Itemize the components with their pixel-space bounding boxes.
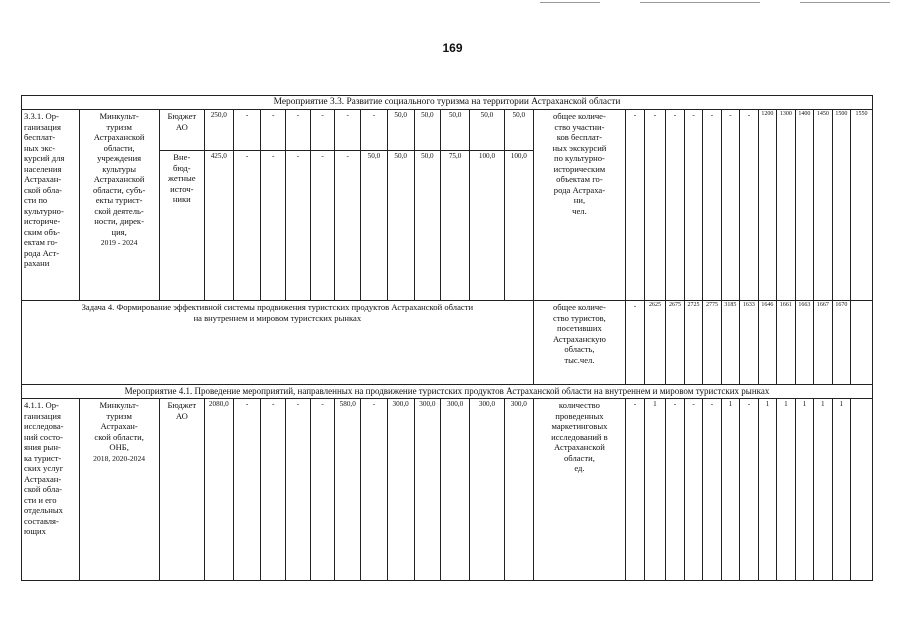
value-cell: 75,0	[441, 151, 470, 301]
value-cell: 300,0	[387, 399, 414, 581]
activity-3-3-1: 3.3.1. Ор- ганизация бесплат- ных экс- курсий для населения Астрахан- ской обла- сти по культурно- историче- ским объ- ектам го- рода Аст- рахани	[22, 110, 80, 301]
value-cell: -	[361, 399, 388, 581]
indicator-value: 1400	[795, 110, 813, 301]
section-header-row	[22, 96, 873, 110]
value-cell: -	[233, 110, 261, 151]
value-cell: -	[233, 151, 261, 301]
top-edge-line	[800, 2, 890, 3]
value-cell: -	[335, 151, 361, 301]
value-cell: -	[310, 151, 335, 301]
value-cell: -	[335, 110, 361, 151]
indicator-value: -	[626, 301, 644, 385]
program-table	[21, 95, 873, 581]
value-cell: 50,0	[504, 110, 533, 151]
empty-cell	[851, 301, 873, 385]
executor-text: Минкульт- туризм Астрахан- ской области, ОНБ,	[94, 400, 144, 453]
top-edge-line	[540, 2, 600, 3]
executor-cell	[79, 110, 159, 301]
indicator-value: 2675	[666, 301, 684, 385]
value-cell: 580,0	[335, 399, 361, 581]
task-4-title: Задача 4. Формирование эффективной системы продвижения туристских продуктов Астраханской области на внутреннем и мировом туристских рынках	[22, 301, 534, 385]
value-cell: 100,0	[469, 151, 504, 301]
value-cell: 2080,0	[204, 399, 233, 581]
indicator-value: 1667	[814, 301, 832, 385]
value-cell: 50,0	[469, 110, 504, 151]
indicator-value: 1550	[851, 110, 873, 301]
value-cell: 250,0	[204, 110, 233, 151]
executor-cell	[79, 399, 159, 581]
indicator-value: -	[666, 110, 684, 301]
table-row	[22, 110, 873, 151]
value-cell: 300,0	[469, 399, 504, 581]
indicator-value: 2625	[644, 301, 666, 385]
indicator-value: 1200	[758, 110, 776, 301]
value-cell: 50,0	[387, 110, 414, 151]
section-4-1-title: Мероприятие 4.1. Проведение мероприятий, направленных на продвижение туристских продуктов Астраханской области на внутреннем и мировом туристских рынках	[22, 385, 873, 399]
indicator-value: 2725	[684, 301, 702, 385]
indicator-cell: количество проведенных маркетинговых исследований в Астраханской области, ед.	[533, 399, 625, 581]
indicator-value: -	[703, 110, 721, 301]
value-cell: 50,0	[414, 110, 441, 151]
value-cell: 50,0	[441, 110, 470, 151]
indicator-value: 1	[644, 399, 666, 581]
indicator-value: -	[740, 110, 758, 301]
empty-cell	[851, 399, 873, 581]
indicator-value: -	[626, 110, 644, 301]
years-text: 2019 - 2024	[100, 238, 138, 248]
indicator-value: -	[626, 399, 644, 581]
value-cell: 50,0	[414, 151, 441, 301]
indicator-value: 1	[814, 399, 832, 581]
value-cell: 50,0	[361, 151, 388, 301]
value-cell: 300,0	[414, 399, 441, 581]
funding-source: Вне- бюд- жетные источ- ники	[159, 151, 204, 301]
indicator-value: -	[666, 399, 684, 581]
value-cell: -	[310, 110, 335, 151]
indicator-value: 1	[777, 399, 795, 581]
indicator-cell: общее количе- ство участни- ков бесплат- ных экскурсий по культурно- историческим объектам го- рода Астраха- ни, чел.	[533, 110, 625, 301]
value-cell: 300,0	[441, 399, 470, 581]
value-cell: 425,0	[204, 151, 233, 301]
indicator-value: -	[644, 110, 666, 301]
value-cell: -	[310, 399, 335, 581]
indicator-cell: общее количе- ство туристов, посетивших Астраханскую область, тыс.чел.	[533, 301, 625, 385]
value-cell: -	[361, 110, 388, 151]
value-cell: -	[286, 110, 311, 151]
indicator-value: 1633	[740, 301, 758, 385]
activity-4-1-1: 4.1.1. Ор- ганизация исследова- ний состо- яния рын- ка турист- ских услуг Астрахан- ской обла- сти и его отдельных составля- ющих	[22, 399, 80, 581]
executor-text: Минкульт- туризм Астраханской области, учреждения культуры Астраханской области, субъ- екты турист- ской деятель- ности, дирек- ция,	[92, 111, 146, 237]
indicator-value: 3185	[721, 301, 739, 385]
indicator-value: -	[684, 399, 702, 581]
indicator-value: 1	[721, 399, 739, 581]
years-text: 2018, 2020-2024	[93, 453, 146, 463]
table-row	[22, 399, 873, 581]
value-cell: 300,0	[504, 399, 533, 581]
indicator-value: -	[703, 399, 721, 581]
indicator-value: 1300	[777, 110, 795, 301]
indicator-value: -	[684, 110, 702, 301]
indicator-value: 1661	[777, 301, 795, 385]
value-cell: -	[286, 151, 311, 301]
value-cell: -	[261, 110, 286, 151]
indicator-value: 1670	[832, 301, 850, 385]
indicator-value: 1646	[758, 301, 776, 385]
indicator-value: 1	[832, 399, 850, 581]
value-cell: 100,0	[504, 151, 533, 301]
value-cell: 50,0	[387, 151, 414, 301]
page-number: 169	[442, 41, 463, 55]
indicator-value: -	[740, 399, 758, 581]
funding-source: Бюджет АО	[159, 110, 204, 151]
indicator-value: 1	[758, 399, 776, 581]
top-edge-line	[640, 2, 760, 3]
section-3-3-title: Мероприятие 3.3. Развитие социального туризма на территории Астраханской области	[22, 96, 873, 110]
value-cell: -	[233, 399, 261, 581]
section-header-row	[22, 385, 873, 399]
value-cell: -	[261, 399, 286, 581]
indicator-value: 2775	[703, 301, 721, 385]
value-cell: -	[286, 399, 311, 581]
indicator-value: 1450	[814, 110, 832, 301]
indicator-value: -	[721, 110, 739, 301]
indicator-value: 1500	[832, 110, 850, 301]
indicator-value: 1663	[795, 301, 813, 385]
value-cell: -	[261, 151, 286, 301]
funding-source: Бюджет АО	[159, 399, 204, 581]
table-row	[22, 301, 873, 385]
indicator-value: 1	[795, 399, 813, 581]
